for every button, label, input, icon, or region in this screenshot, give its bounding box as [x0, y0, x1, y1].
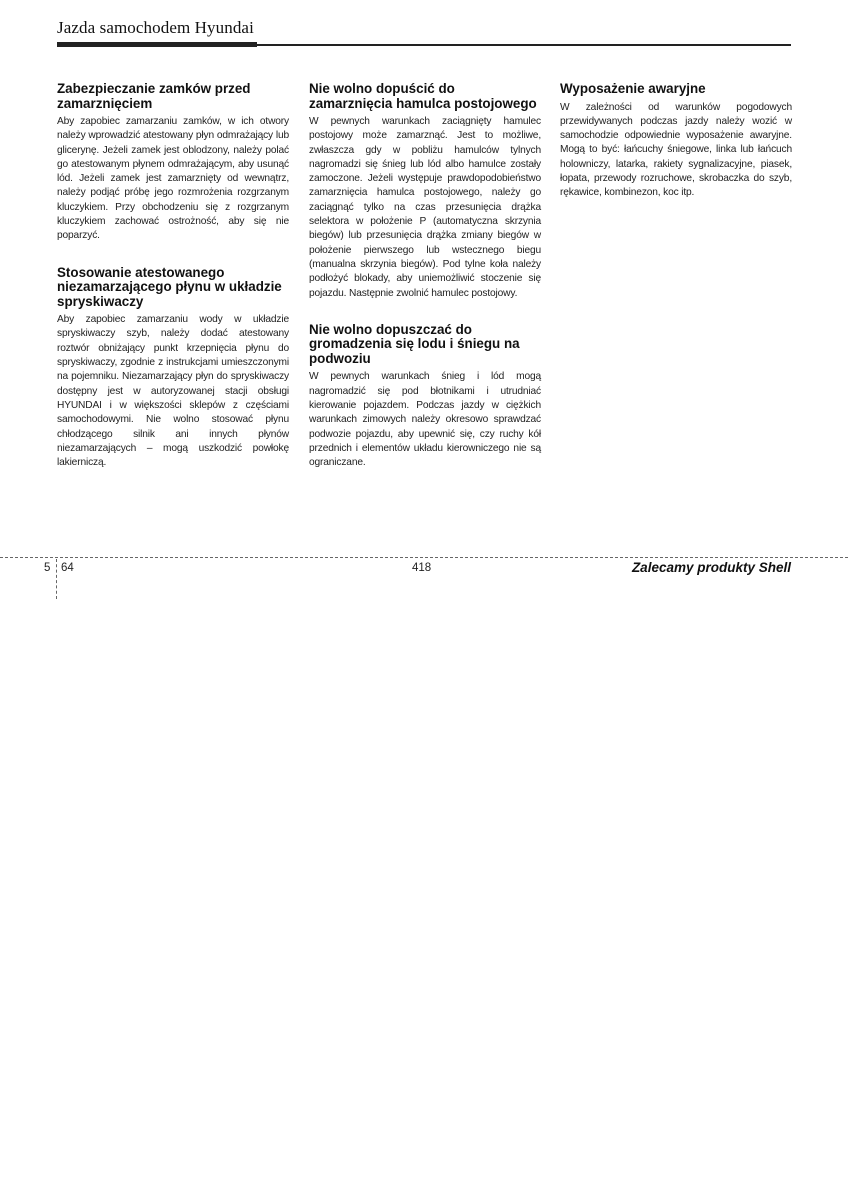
- section-undercarriage-ice: [309, 323, 541, 471]
- footer-brand-text: Zalecamy produkty Shell: [631, 560, 791, 575]
- section-emergency-equipment: [560, 82, 792, 201]
- footer-cut-line: [0, 557, 848, 558]
- section-heading: Stosowanie atestowanego niezamarzającego płynu w układzie spryskiwaczy: [57, 264, 282, 309]
- footer-chapter-number: 5: [44, 562, 51, 574]
- column-1: [57, 82, 289, 492]
- section-body: W pewnych warunkach zaciągnięty hamulec postojowy może zamarznąć. Jest to możliwe, zwłaszcza gdy w pobliżu hamulców tylnych nagromadzi się śnieg lub lód albo hamulce zostały zamoczone. Jeżeli występuje prawdopodobieństwo zamarznięcia hamulca postojowego, należy go zaciągnąć tylko na czas przesunięcia drążka selektora w położenie P (automatyczna skrzynia biegów) lub przesunięcia drążka zmiany biegów w położenie pierwszego lub wstecznego biegu (manualna skrzynia biegów). Pod tylne koła należy podłożyć blokady, aby uniemożliwić stoczenie się pojazdu. Następnie zwolnić hamulec postojowy.: [309, 116, 541, 299]
- footer-center-number: 418: [412, 562, 432, 574]
- section-parking-brake: [309, 82, 541, 301]
- section-heading: Zabezpieczanie zamków przed zamarznięciem: [57, 81, 251, 111]
- section-washer-fluid: [57, 266, 289, 471]
- section-body: W zależności od warunków pogodowych przewidywanych podczas jazdy należy wozić w samochodzie odpowiednie wyposażenie awaryjne. Mogą to być: łańcuchy śniegowe, linka lub łańcuch holowniczy, latarka, rakiety sygnalizacyjne, piasek, łopata, przewody rozruchowe, skrobaczka do szyb, rękawice, kombinezon, koc itp.: [560, 101, 792, 199]
- column-3: [560, 82, 792, 223]
- header-rule-accent: [57, 42, 257, 47]
- section-heading: Wyposażenie awaryjne: [560, 81, 706, 96]
- column-2: [309, 82, 541, 492]
- section-body: Aby zapobiec zamarzaniu wody w układzie spryskiwaczy szyb, należy dodać atestowany roztwór obniżający punkt krzepnięcia płynu do spryskiwaczy, zgodnie z instrukcjami umieszczonymi na pojemniku. Niezamarzający płyn do spryskiwaczy dostępny jest w autoryzowanej stacji obsługi HYUNDAI i w większości sklepów z częściami samochodowymi. Nie wolno stosować płynu chłodzącego silnik ani innych płynów niezamarzających – mogą uszkodzić powłokę lakierniczą.: [57, 314, 289, 469]
- header-title: Jazda samochodem Hyundai: [57, 18, 254, 37]
- section-lock-freezing: [57, 82, 289, 244]
- section-heading: Nie wolno dopuścić do zamarznięcia hamulca postojowego: [309, 81, 537, 111]
- section-body: Aby zapobiec zamarzaniu zamków, w ich otwory należy wprowadzić atestowany płyn odmrażający lub glicerynę. Jeżeli zamek jest oblodzony, należy polać go atestowanym płynem odmrażającym, aby usunąć lód. Jeżeli zamek jest zamarznięty od wewnątrz, należy podjąć próbę jego rozmrożenia rozgrzanym kluczykiem. Przy obchodzeniu się z rozgrzanym kluczykiem zachować ostrożność, aby się nie poparzyć.: [57, 116, 289, 242]
- footer-page-number: 64: [61, 562, 74, 574]
- running-header: [57, 18, 254, 38]
- section-heading: Nie wolno dopuszczać do gromadzenia się lodu i śniegu na podwoziu: [309, 321, 520, 366]
- footer-cut-line-vertical: [56, 559, 57, 599]
- section-body: W pewnych warunkach śnieg i lód mogą nagromadzić się pod błotnikami i utrudniać kierowanie pojazdem. Podczas jazdy w ciężkich warunkach zimowych należy okresowo sprawdzać podwozie pojazdu, aby upewnić się, czy ruchy kół przednich i elementów układu kierowniczego nie są ograniczane.: [309, 371, 541, 469]
